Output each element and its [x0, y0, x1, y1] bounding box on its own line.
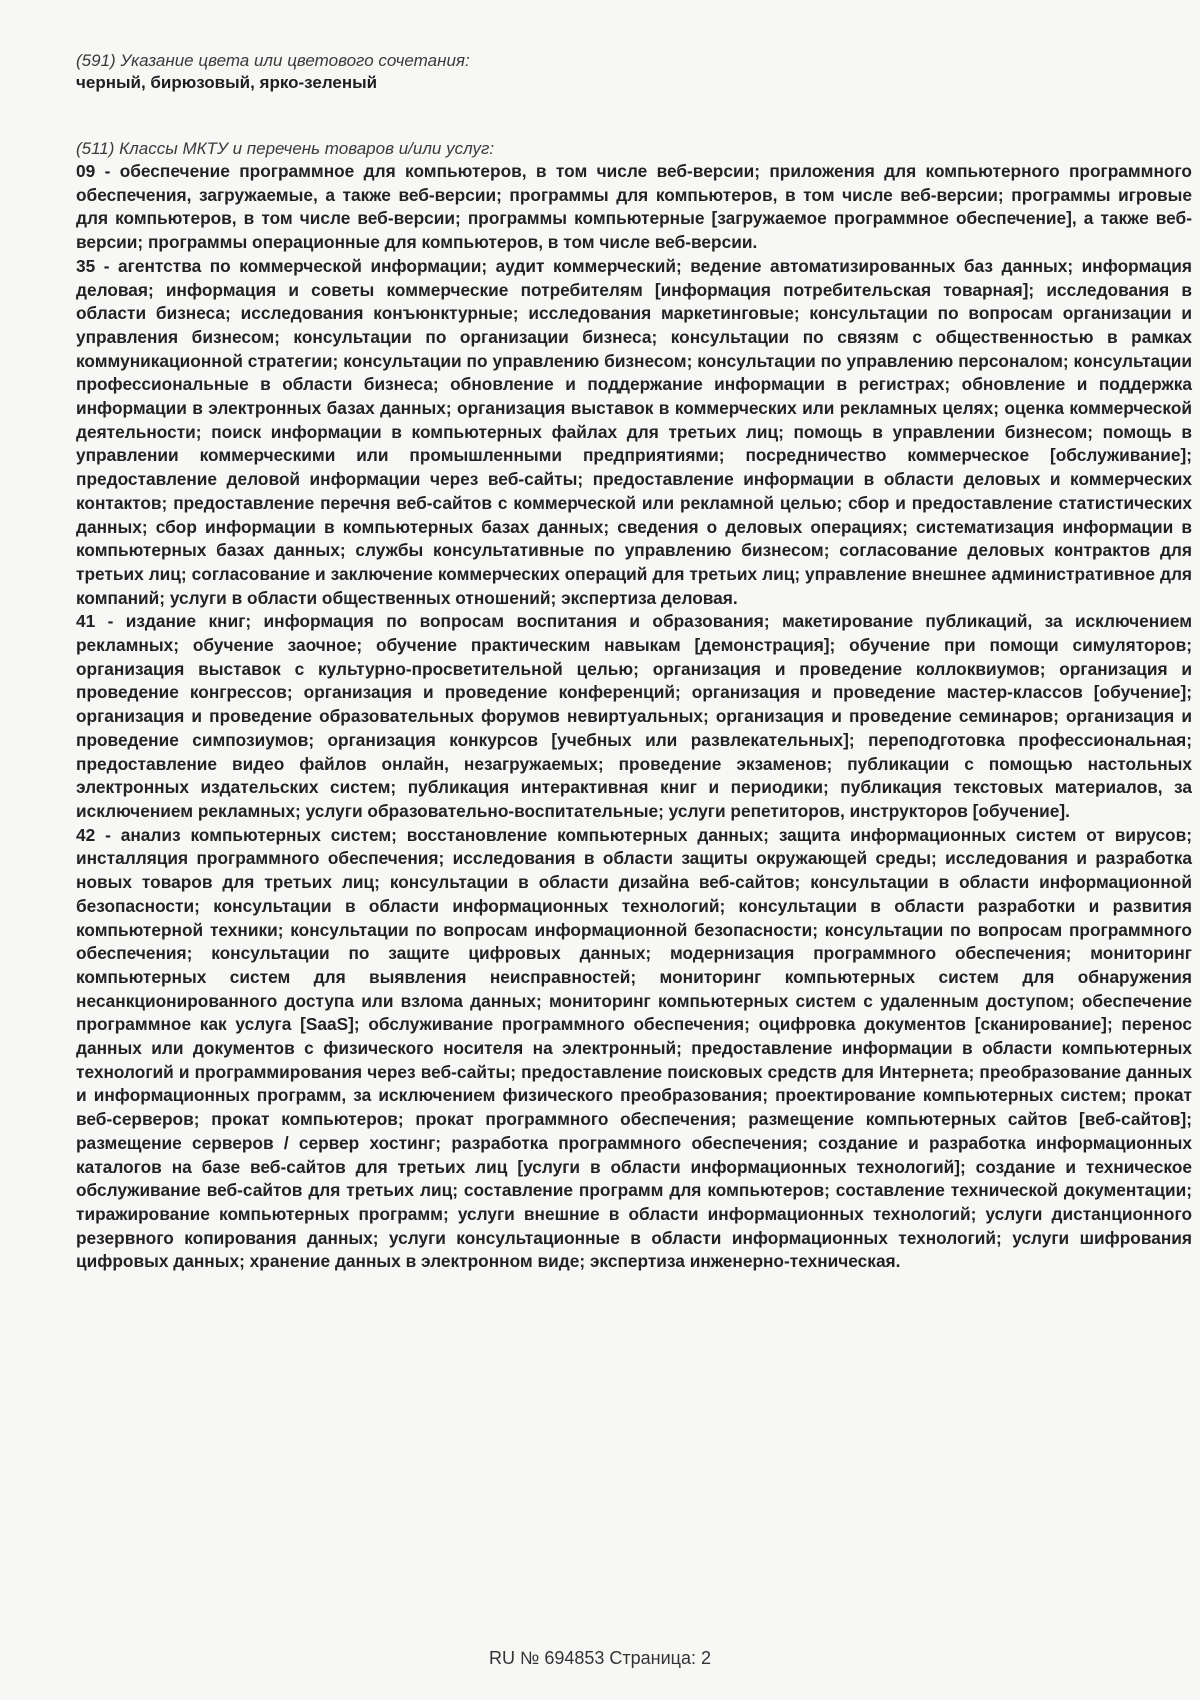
class-09-entry: 09 - обеспечение программное для компьютеров, в том числе веб-версии; приложения для компьютерного программного обеспечения, загружаемые, а также веб-версии; программы для компьютеров, в том числе веб-версии; программы игровые для компьютеров, в том числе веб-версии; программы компьютерные [загружаемое программное обеспечение], а также веб-версии; программы операционные для компьютеров, в том числе веб-версии. — [76, 161, 1192, 253]
classes-field-title: (511) Классы МКТУ и перечень товаров и/или услуг: — [76, 139, 495, 158]
color-field-value: черный, бирюзовый, ярко-зеленый — [76, 73, 378, 92]
class-42-entry: 42 - анализ компьютерных систем; восстановление компьютерных данных; защита информационных систем от вирусов; инсталляция программного обеспечения; исследования в области защиты окружающей среды; исследования и разработка новых товаров для третьих лиц; консультации в области дизайна веб-сайтов; консультации в области информационной безопасности; консультации в области информационных технологий; консультации в области разработки и развития компьютерной техники; консультации по вопросам информационной безопасности; консультации по вопросам программного обеспечения; консультации по защите цифровых данных; модернизация программного обеспечения; мониторинг компьютерных систем для выявления неисправностей; мониторинг компьютерных систем для обнаружения несанкционированного доступа или взлома данных; мониторинг компьютерных систем с удаленным доступом; обеспечение программное как услуга [SaaS]; обслуживание программного обеспечения; оцифровка документов [сканирование]; перенос данных или документов с физического носителя на электронный; предоставление информации в области компьютерных технологий и программирования через веб-сайты; предоставление поисковых средств для Интернета; преобразование данных и информационных программ, за исключением физического преобразования; проектирование компьютерных систем; прокат веб-серверов; прокат компьютеров; прокат программного обеспечения; размещение компьютерных сайтов [веб-сайтов]; размещение серверов / сервер хостинг; разработка программного обеспечения; создание и разработка информационных каталогов на базе веб-сайтов для третьих лиц [услуги в области информационных технологий]; создание и техническое обслуживание веб-сайтов для третьих лиц; составление программ для компьютеров; составление технической документации; тиражирование компьютерных программ; услуги внешние в области информационных технологий; услуги дистанционного резервного копирования данных; услуги консультационные в области информационных технологий; услуги шифрования цифровых данных; хранение данных в электронном виде; экспертиза инженерно-техническая. — [76, 824, 1192, 1272]
classes-list — [76, 160, 1192, 1274]
class-41-entry: 41 - издание книг; информация по вопросам воспитания и образования; макетирование публикаций, за исключением рекламных; обучение заочное; обучение практическим навыкам [демонстрация]; обучение при помощи симуляторов; организация выставок с культурно-просветительной целью; организация и проведение коллоквиумов; организация и проведение конгрессов; организация и проведение конференций; организация и проведение мастер-классов [обучение]; организация и проведение образовательных форумов невиртуальных; организация и проведение семинаров; организация и проведение симпозиумов; организация конкурсов [учебных или развлекательных]; переподготовка профессиональная; предоставление видео файлов онлайн, незагружаемых; проведение экзаменов; публикации с помощью настольных электронных издательских систем; публикация интерактивная книг и периодики; публикация текстовых материалов, за исключением рекламных; услуги образовательно-воспитательные; услуги репетиторов, инструкторов [обучение]. — [76, 611, 1192, 821]
class-35-entry: 35 - агентства по коммерческой информации; аудит коммерческий; ведение автоматизированных баз данных; информация деловая; информация и советы коммерческие потребителям [информация потребительская товарная]; исследования в области бизнеса; исследования конъюнктурные; исследования маркетинговые; консультации по вопросам организации и управления бизнесом; консультации по организации бизнеса; консультации по связям с общественностью в рамках коммуникационной стратегии; консультации по управлению бизнесом; консультации по управлению персоналом; консультации профессиональные в области бизнеса; обновление и поддержание информации в регистрах; обновление и поддержка информации в электронных базах данных; организация выставок в коммерческих или рекламных целях; оценка коммерческой деятельности; поиск информации в компьютерных файлах для третьих лиц; помощь в управлении бизнесом; помощь в управлении коммерческими или промышленными предприятиями; посредничество коммерческое [обслуживание]; предоставление деловой информации через веб-сайты; предоставление информации в области деловых и коммерческих контактов; предоставление перечня веб-сайтов с коммерческой или рекламной целью; сбор и предоставление статистических данных; сбор информации в компьютерных базах данных; сведения о деловых операциях; систематизация информации в компьютерных базах данных; службы консультативные по управлению бизнесом; согласование деловых контрактов для третьих лиц; согласование и заключение коммерческих операций для третьих лиц; управление внешнее административное для компаний; услуги в области общественных отношений; экспертиза деловая. — [76, 255, 1192, 608]
color-field-title: (591) Указание цвета или цветового сочетания: — [76, 51, 470, 70]
page-footer: RU № 694853 Страница: 2 — [489, 1648, 711, 1668]
document-body — [76, 50, 1192, 1274]
